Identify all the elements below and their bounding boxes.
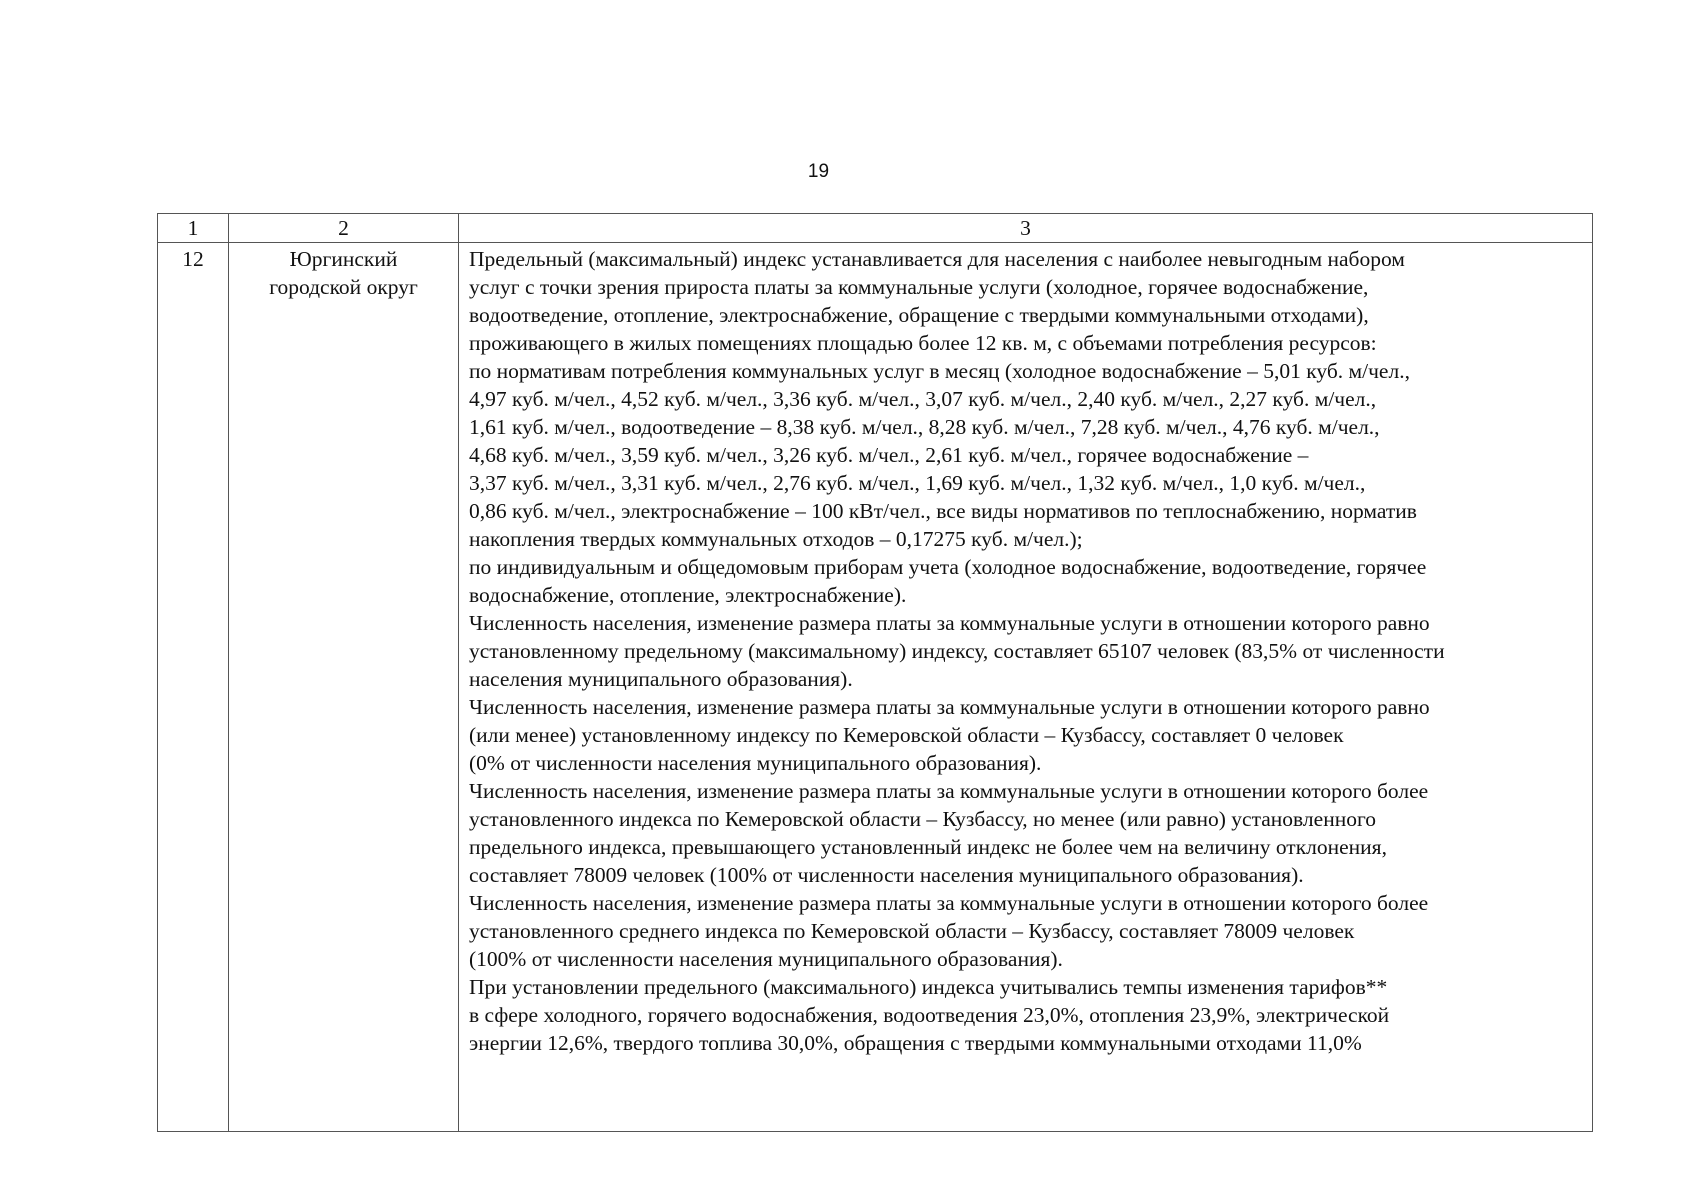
row-number: 12 (182, 247, 204, 271)
description-line: 4,68 куб. м/чел., 3,59 куб. м/чел., 3,26 куб. м/чел., 2,61 куб. м/чел., горячее водоснабжение – (469, 443, 1309, 467)
description-line: установленного среднего индекса по Кемеровской области – Кузбассу, составляет 78009 человек (469, 919, 1355, 943)
description-line: 0,86 куб. м/чел., электроснабжение – 100 кВт/чел., все виды нормативов по теплоснабжению, норматив (469, 499, 1417, 523)
description-line: Численность населения, изменение размера платы за коммунальные услуги в отношении которого равно (469, 611, 1430, 635)
description-line: установленного индекса по Кемеровской области – Кузбассу, но менее (или равно) установленного (469, 807, 1376, 831)
description-line: Численность населения, изменение размера платы за коммунальные услуги в отношении которого более (469, 891, 1429, 915)
description-line: проживающего в жилых помещениях площадью более 12 кв. м, с объемами потребления ресурсов: (469, 331, 1377, 355)
description-line: (0% от численности населения муниципального образования). (469, 751, 1042, 775)
municipality-cell (229, 243, 459, 1132)
description-line: Численность населения, изменение размера платы за коммунальные услуги в отношении которого равно (469, 695, 1430, 719)
description-line: 1,61 куб. м/чел., водоотведение – 8,38 куб. м/чел., 8,28 куб. м/чел., 7,28 куб. м/чел., 4,76 куб. м/чел., (469, 415, 1380, 439)
description-line: При установлении предельного (максимального) индекса учитывались темпы изменения тарифов** (469, 975, 1388, 999)
description-line: предельного индекса, превышающего установленный индекс не более чем на величину отклонения, (469, 835, 1387, 859)
description-line: населения муниципального образования). (469, 667, 853, 691)
description-line: услуг с точки зрения прироста платы за коммунальные услуги (холодное, горячее водоснабжение, (469, 275, 1369, 299)
description-line: по индивидуальным и общедомовым приборам учета (холодное водоснабжение, водоотведение, горячее (469, 555, 1427, 579)
municipality-name (229, 243, 458, 301)
description-line: Предельный (максимальный) индекс устанавливается для населения с наиболее невыгодным набором (469, 247, 1405, 271)
description-line: водоснабжение, отопление, электроснабжение). (469, 583, 907, 607)
index-table (157, 213, 1593, 1132)
description-line: накопления твердых коммунальных отходов – 0,17275 куб. м/чел.); (469, 527, 1083, 551)
description-text (459, 243, 1592, 1057)
page-number: 19 (807, 161, 830, 182)
row-number-cell (158, 243, 229, 1132)
header-cell-3: 3 (459, 214, 1593, 243)
description-line: 4,97 куб. м/чел., 4,52 куб. м/чел., 3,36 куб. м/чел., 3,07 куб. м/чел., 2,40 куб. м/чел., 2,27 куб. м/чел., (469, 387, 1377, 411)
description-line: (или менее) установленному индексу по Кемеровской области – Кузбассу, составляет 0 человек (469, 723, 1344, 747)
description-line: Численность населения, изменение размера платы за коммунальные услуги в отношении которого более (469, 779, 1429, 803)
description-line: энергии 12,6%, твердого топлива 30,0%, обращения с твердыми коммунальными отходами 11,0% (469, 1031, 1362, 1055)
description-line: составляет 78009 человек (100% от численности населения муниципального образования). (469, 863, 1304, 887)
description-line: 3,37 куб. м/чел., 3,31 куб. м/чел., 2,76 куб. м/чел., 1,69 куб. м/чел., 1,32 куб. м/чел., 1,0 куб. м/чел., (469, 471, 1366, 495)
description-line: (100% от численности населения муниципального образования). (469, 947, 1063, 971)
header-cell-1: 1 (158, 214, 229, 243)
table-row (158, 243, 1593, 1132)
description-line: установленному предельному (максимальному) индексу, составляет 65107 человек (83,5% от численности (469, 639, 1445, 663)
description-line: по нормативам потребления коммунальных услуг в месяц (холодное водоснабжение – 5,01 куб. м/чел., (469, 359, 1410, 383)
description-cell (459, 243, 1593, 1132)
header-cell-2: 2 (229, 214, 459, 243)
municipality-name-line: городской округ (269, 275, 418, 299)
description-line: водоотведение, отопление, электроснабжение, обращение с твердыми коммунальными отходами), (469, 303, 1369, 327)
description-line: в сфере холодного, горячего водоснабжения, водоотведения 23,0%, отопления 23,9%, электрической (469, 1003, 1390, 1027)
municipality-name-line: Юргинский (289, 247, 398, 271)
table-header-row (158, 214, 1593, 243)
